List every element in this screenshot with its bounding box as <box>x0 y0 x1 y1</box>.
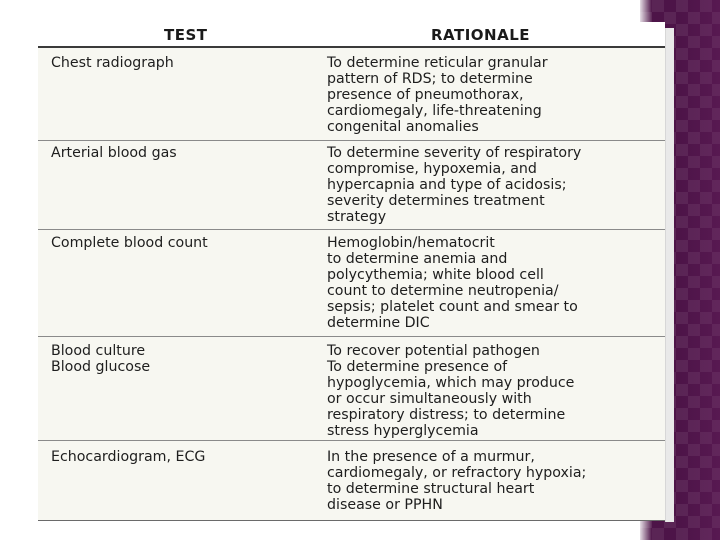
rationale-cell: To determine severity of respiratory compromise, hypoxemia, and hypercapnia and type of acidosis; severity determines treatment strategy <box>327 145 582 225</box>
test-cell: Blood culture Blood glucose <box>51 343 151 375</box>
header-rationale: RATIONALE <box>431 26 531 44</box>
rationale-cell: In the presence of a murmur, cardiomegaly, or refractory hypoxia; to determine structural heart disease or PPHN <box>327 449 587 513</box>
row-divider <box>38 229 665 230</box>
page-shadow-edge <box>665 28 674 522</box>
test-cell: Arterial blood gas <box>51 145 177 161</box>
diagnostic-tests-table <box>38 22 665 521</box>
row-divider <box>38 336 665 337</box>
test-cell: Complete blood count <box>51 235 208 251</box>
row-divider <box>38 440 665 441</box>
table-header <box>38 22 665 48</box>
rationale-cell: Hemoglobin/hematocrit to determine anemia and polycythemia; white blood cell count to determine neutropenia/ sepsis; platelet count and smear to determine DIC <box>327 235 578 331</box>
rationale-cell: To determine reticular granular pattern of RDS; to determine presence of pneumothorax, cardiomegaly, life-threatening congenital anomalies <box>327 55 548 135</box>
test-cell: Echocardiogram, ECG <box>51 449 206 465</box>
rationale-cell: To recover potential pathogen To determine presence of hypoglycemia, which may produce or occur simultaneously with respiratory distress; to determine stress hyperglycemia <box>327 343 575 439</box>
row-divider <box>38 140 665 141</box>
header-test: TEST <box>164 26 208 44</box>
test-cell: Chest radiograph <box>51 55 174 71</box>
header-rule <box>38 46 665 48</box>
